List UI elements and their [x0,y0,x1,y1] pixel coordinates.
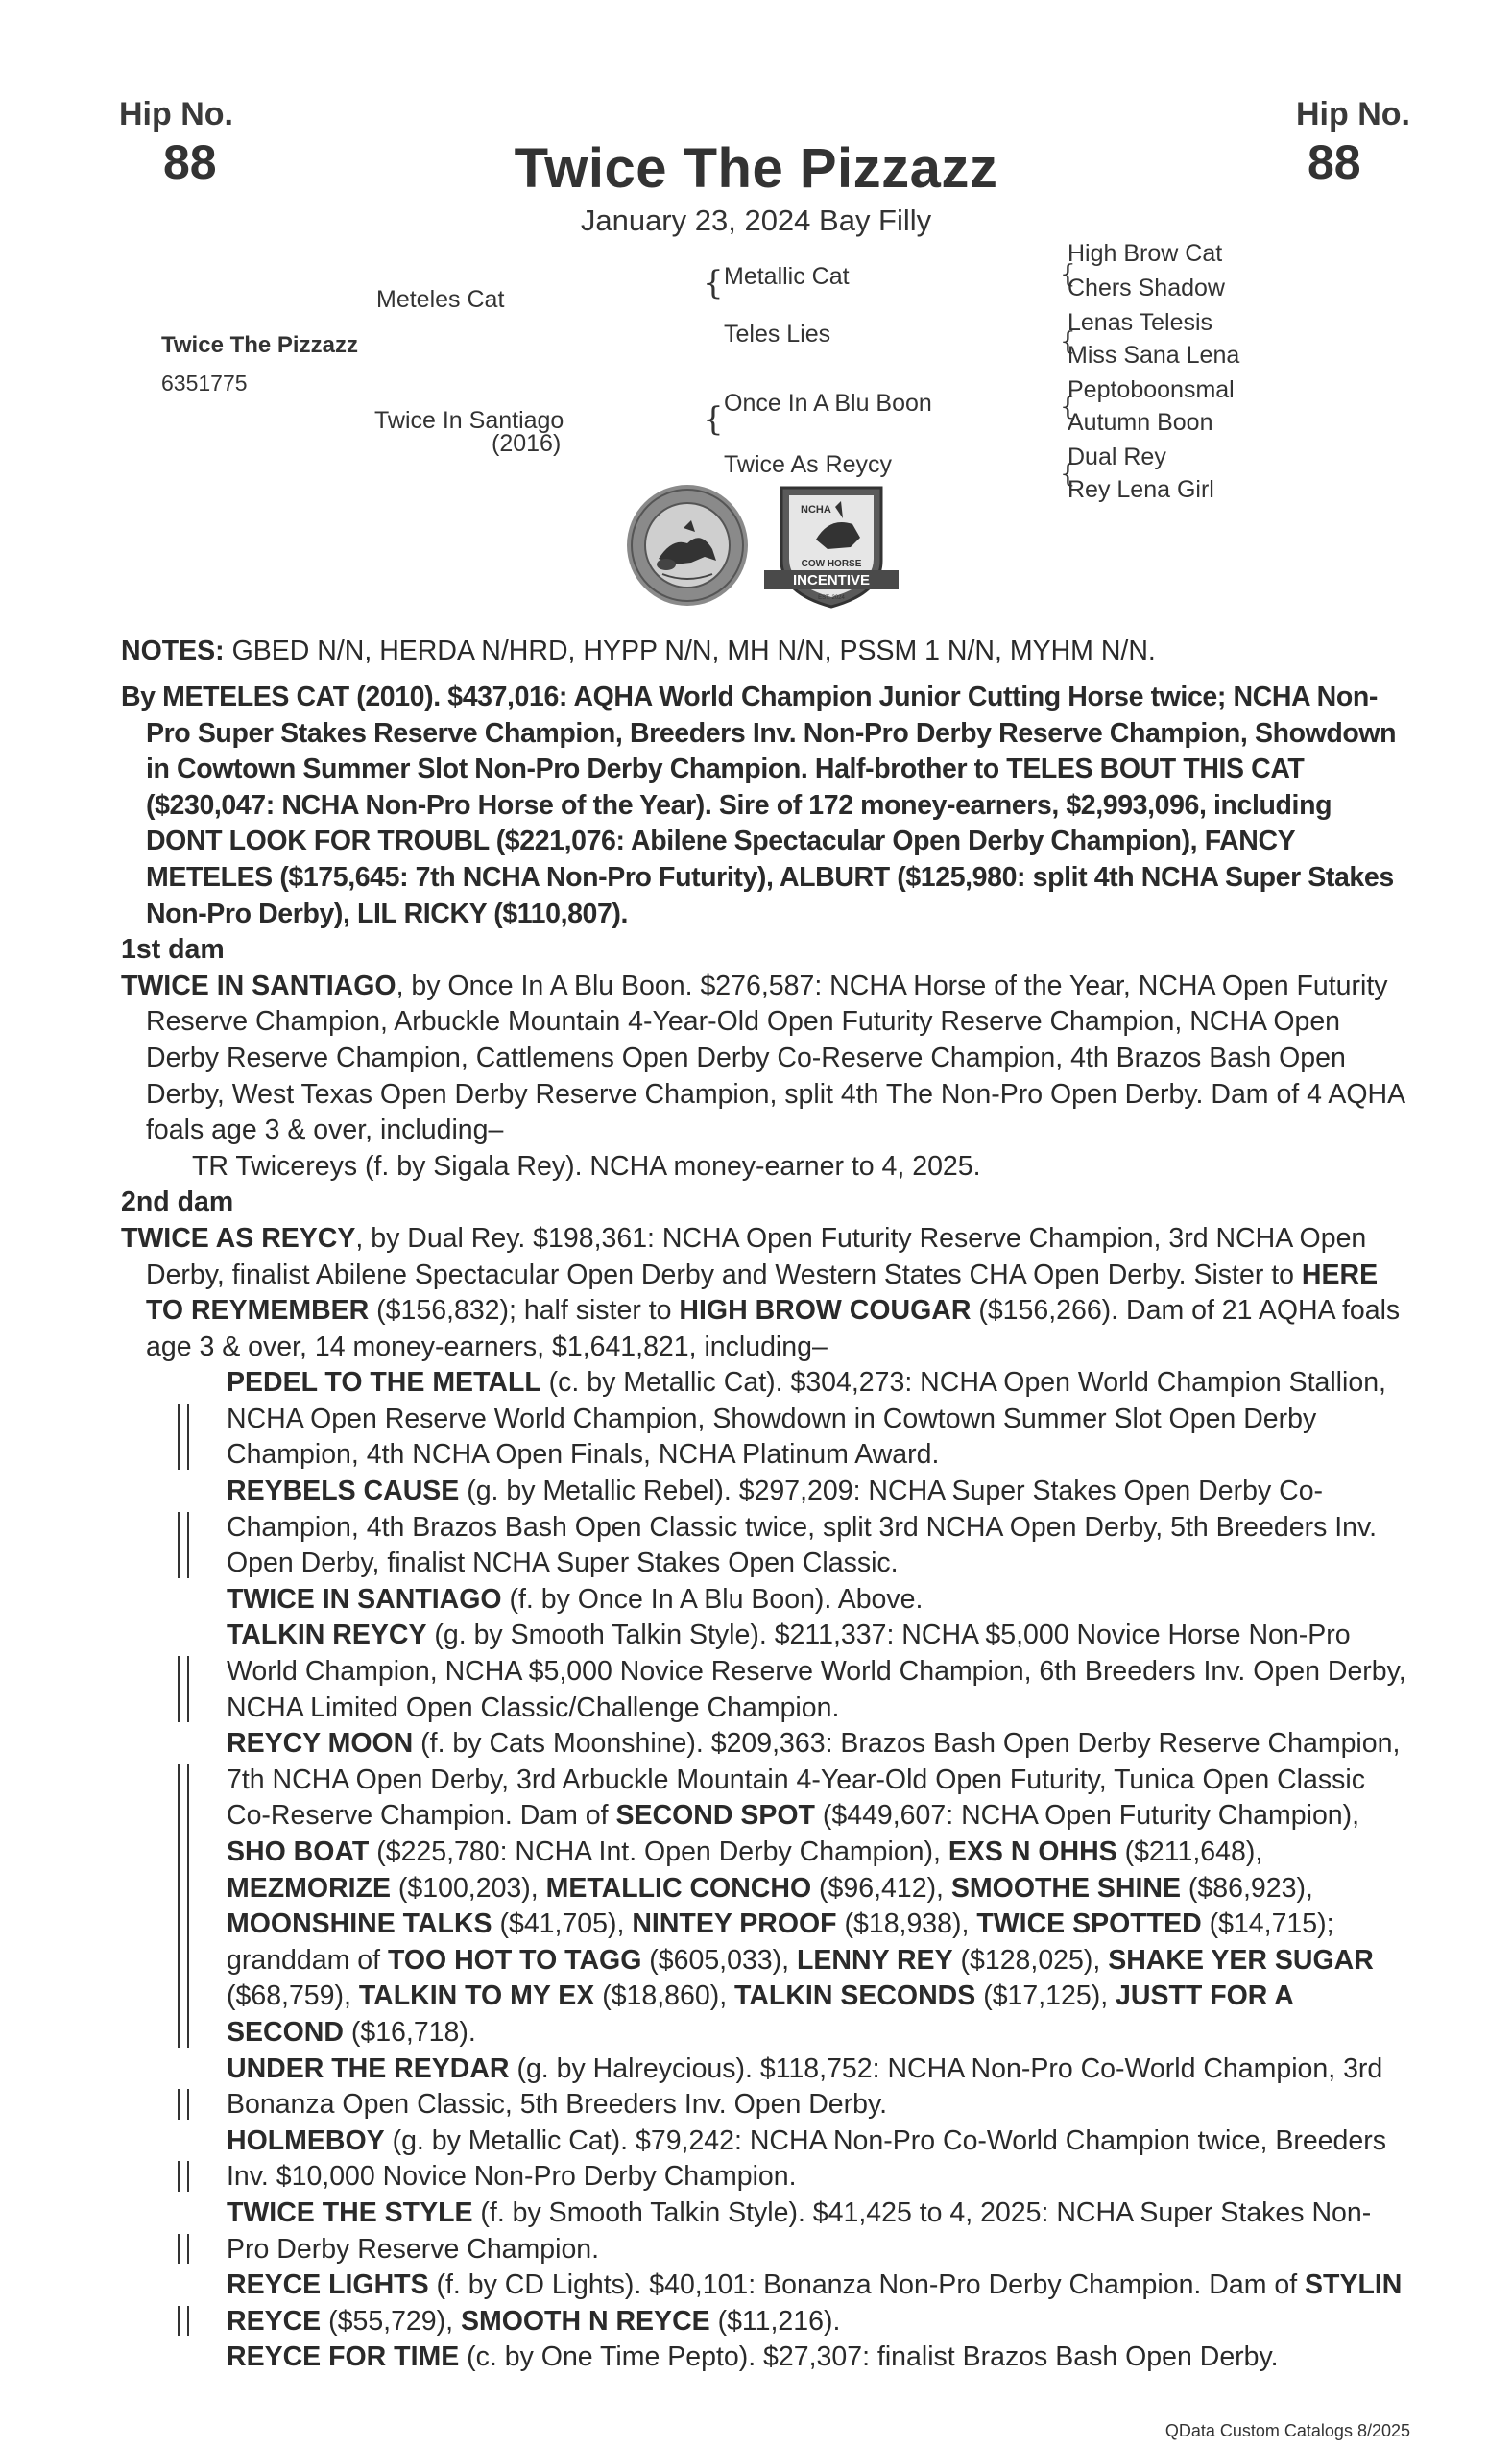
produce-entry [171,1474,1412,1582]
produce-text: (g. by Metallic Cat). $79,242: NCHA Non-Pro Co-World Champion twice, Breeders Inv. $10,000 Novice Non-Pro Derby Champion. [227,2124,1386,2193]
produce-name: REYCE FOR TIME [227,2341,460,2373]
produce-text: (f. by Cats Moonshine). $209,363: Brazos Bash Open Derby Reserve Champion, 7th NCHA Open Derby, 3rd Arbuckle Mountain 4-Year-Old Open Futurity, Tunica Open Classic Co-Reserve Champion. Dam of [227,1728,1401,1832]
ncha-seal-icon [624,482,751,609]
brace-icon: { [1060,260,1076,289]
produce-name: REYCY MOON [227,1728,414,1760]
offspring-name: JUSTT FOR A SECOND [227,1980,1293,2048]
pedigree-gen3-2: Chers Shadow [1068,275,1225,301]
produce-name: REYCE LIGHTS [227,2269,429,2301]
catalog-footer: QData Custom Catalogs 8/2025 [1164,2421,1410,2440]
offspring-name: MEZMORIZE [227,1872,391,1904]
offspring-text: ($96,412), [811,1872,951,1904]
offspring-name: MOONSHINE TALKS [227,1908,492,1940]
produce-text: (g. by Metallic Rebel). $297,209: NCHA Super Stakes Open Derby Co-Champion, 4th Brazos Bash Open Classic twice, split 3rd NCHA Open Derby, 5th Breeders Inv. Open Derby, finalist NCHA Super Stakes Open Classic. [227,1476,1378,1579]
produce-entry [171,2124,1412,2196]
pedigree-gen3-6: Autumn Boon [1068,409,1213,436]
svg-text:EST. 2024: EST. 2024 [818,595,845,601]
pedigree-gen3-5: Peptoboonsmal [1068,376,1235,403]
pedigree-subject-reg: 6351775 [161,371,248,396]
double-bar-icon [178,1404,189,1470]
second-dam-text-1: , by Dual Rey. $198,361: NCHA Open Futurity Reserve Champion, 3rd NCHA Open Derby, finalist Abilene Spectacular Open Derby and Western States CHA Open Derby. Sister to [146,1222,1367,1290]
second-dam-sibling-2: HIGH BROW COUGAR [679,1295,972,1327]
offspring-name: SHAKE YER SUGAR [1108,1944,1374,1976]
produce-entry [171,1365,1412,1474]
svg-text:NCHA: NCHA [801,504,831,516]
offspring-name: METALLIC CONCHO [545,1872,812,1904]
offspring-text: ($449,607: NCHA Open Futurity Champion), [814,1800,1360,1832]
offspring-text: ($14,715); granddam of [227,1908,1334,1976]
produce-list [121,1365,1412,2376]
notes-label: NOTES: [121,636,225,666]
first-dam-heading: 1st dam [121,934,225,966]
pedigree-sire: Meteles Cat [376,286,505,313]
produce-entry [171,2340,1412,2376]
svg-text:COW HORSE: COW HORSE [801,559,862,569]
produce-entry [171,1582,1412,1619]
offspring-name: TOO HOT TO TAGG [387,1944,642,1976]
offspring-name: TWICE SPOTTED [976,1908,1202,1940]
offspring-text: ($86,923), [1181,1872,1313,1904]
offspring-name: STYLIN REYCE [227,2269,1403,2337]
offspring-name: TALKIN SECONDS [734,1980,976,2012]
offspring-text: ($11,216). [709,2305,841,2337]
first-dam-produce: TR Twicereys (f. by Sigala Rey). NCHA money-earner to 4, 2025. [192,1150,981,1182]
pedigree-gen3-1: High Brow Cat [1068,240,1223,267]
pedigree-dam-dam: Twice As Reycy [724,451,893,478]
pedigree-subject-name: Twice The Pizzazz [161,332,358,358]
produce-entry [171,1618,1412,1726]
offspring-name: NINTEY PROOF [632,1908,837,1940]
pedigree-dam-sire: Once In A Blu Boon [724,390,932,417]
produce-entry [171,2052,1412,2124]
produce-name: TWICE IN SANTIAGO [227,1583,502,1615]
offspring-text: ($605,033), [641,1944,797,1976]
double-bar-icon [178,2089,189,2120]
hip-label-right: Hip No. [1296,96,1410,132]
produce-text: (f. by Smooth Talkin Style). $41,425 to 4, 2025: NCHA Super Stakes Non-Pro Derby Reserve Champion. [227,2196,1372,2265]
offspring-name: SMOOTH N REYCE [460,2305,710,2337]
produce-text: (c. by Metallic Cat). $304,273: NCHA Open World Champion Stallion, NCHA Open Reserve World Champion, Showdown in Cowtown Summer Slot Open Derby Champion, 4th NCHA Open Finals, NCHA Platinum Award. [227,1367,1386,1471]
offspring-text: ($18,860), [594,1980,735,2012]
offspring-text: ($225,780: NCHA Int. Open Derby Champion), [369,1836,948,1867]
horse-title: Twice The Pizzazz [514,137,998,200]
produce-name: UNDER THE REYDAR [227,2052,510,2084]
notes-line [121,634,1412,670]
pedigree-sire-sire: Metallic Cat [724,263,850,290]
produce-name: HOLMEBOY [227,2124,385,2156]
first-dam-paragraph [121,969,1412,1149]
produce-text: (g. by Smooth Talkin Style). $211,337: NCHA $5,000 Novice Horse Non-Pro World Champion, NCHA $5,000 Novice Reserve World Champion, 6th Breeders Inv. Open Derby, NCHA Limited Open Classic/Challenge Champion. [227,1620,1406,1723]
pedigree-sire-dam: Teles Lies [724,321,831,348]
second-dam-sibling-1: HERE TO REYMEMBER [146,1259,1379,1327]
first-dam-text: , by Once In A Blu Boon. $276,587: NCHA Horse of the Year, NCHA Open Futurity Reserve Champion, Arbuckle Mountain 4-Year-Old Open Futurity Reserve Champion, NCHA Open Derby Reserve Champion, Cattlemens Open Derby Co-Reserve Champion, 4th Brazos Bash Open Derby, West Texas Open Derby Reserve Champion, split 4th The Non-Pro Open Derby. Dam of 4 AQHA foals age 3 & over, including– [146,970,1404,1146]
produce-name: TALKIN REYCY [227,1620,427,1651]
brace-icon: { [1060,393,1076,421]
offspring-name: TALKIN TO MY EX [358,1980,595,2012]
double-bar-icon [178,2306,189,2337]
double-bar-icon [178,2234,189,2265]
second-dam-heading: 2nd dam [121,1187,234,1218]
pedigree-gen3-7: Dual Rey [1068,444,1166,470]
pedigree-dam-year: (2016) [492,430,562,457]
sire-paragraph [121,680,1412,2376]
offspring-text: ($211,648), [1116,1836,1263,1867]
hip-number-left: 88 [163,135,217,189]
produce-text: (g. by Halreycious). $118,752: NCHA Non-Pro Co-World Champion, 3rd Bonanza Open Classic, 5th Breeders Inv. Open Derby. [227,2052,1383,2121]
offspring-name: SMOOTHE SHINE [950,1872,1182,1904]
brace-icon: { [1060,327,1076,356]
double-bar-icon [178,1764,189,2048]
second-dam-name: TWICE AS REYCY [121,1222,356,1254]
produce-name: REYBELS CAUSE [227,1476,460,1507]
offspring-text: ($18,938), [836,1908,977,1940]
brace-icon: { [1060,460,1076,489]
cow-horse-incentive-badge-icon [760,480,902,611]
produce-name: TWICE THE STYLE [227,2196,473,2228]
produce-text: (f. by Once In A Blu Boon). Above. [501,1583,924,1615]
offspring-text: ($41,705), [492,1908,633,1940]
double-bar-icon [178,1656,189,1722]
offspring-name: SECOND SPOT [615,1800,815,1832]
pedigree-gen3-3: Lenas Telesis [1068,309,1213,336]
double-bar-icon [178,1512,189,1578]
second-dam-text-3: ($156,266). Dam of 21 AQHA foals age 3 & over, 14 money-earners, $1,641,821, including– [146,1295,1401,1362]
brace-icon: { [703,264,724,302]
sire-description: By METELES CAT (2010). $437,016: AQHA World Champion Junior Cutting Horse twice; NCHA Non-Pro Super Stakes Reserve Champion, Breeders Inv. Non-Pro Derby Reserve Champion, Showdown in Cowtown Summer Slot Non-Pro Derby Champion. Half-brother to TELES BOUT THIS CAT ($230,047: NCHA Non-Pro Horse of the Year). Sire of 172 money-earners, $2,993,096, including DONT LOOK FOR TROUBL ($221,076: Abilene Spectacular Open Derby Champion), FANCY METELES ($175,645: 7th NCHA Non-Pro Futurity), ALBURT ($125,980: split 4th NCHA Super Stakes Non-Pro Derby), LIL RICKY ($110,807). [121,682,1397,929]
second-dam-text-2: ($156,832); half sister to [369,1295,680,1327]
hip-label-left: Hip No. [119,96,233,132]
offspring-text: ($68,759), [227,1980,359,2012]
produce-text: (c. by One Time Pepto). $27,307: finalist Brazos Bash Open Derby. [459,2341,1279,2373]
offspring-name: SHO BOAT [227,1836,370,1867]
pedigree-gen3-8: Rey Lena Girl [1068,476,1214,503]
offspring-name: EXS N OHHS [948,1836,1117,1867]
brace-icon: { [703,400,724,439]
foaling-date-subtitle: January 23, 2024 Bay Filly [580,204,932,237]
produce-name: PEDEL TO THE METALL [227,1367,541,1399]
offspring-text: ($16,718). [343,2016,476,2048]
produce-entry [171,1726,1412,2051]
second-dam-paragraph [121,1221,1412,1365]
first-dam-name: TWICE IN SANTIAGO [121,970,396,1001]
produce-entry [171,2268,1412,2340]
svg-text:INCENTIVE: INCENTIVE [792,572,871,588]
notes-text: GBED N/N, HERDA N/HRD, HYPP N/N, MH N/N, PSSM 1 N/N, MYHM N/N. [224,636,1156,666]
offspring-text: ($100,203), [391,1872,546,1904]
pedigree-dam: Twice In Santiago [374,407,564,434]
offspring-text: ($17,125), [975,1980,1116,2012]
offspring-name: LENNY REY [796,1944,953,1976]
pedigree-gen3-4: Miss Sana Lena [1068,342,1240,369]
produce-entry [171,2196,1412,2268]
offspring-text: ($128,025), [952,1944,1109,1976]
produce-text: (f. by CD Lights). $40,101: Bonanza Non-Pro Derby Champion. Dam of [428,2269,1306,2301]
double-bar-icon [178,2161,189,2192]
hip-number-right: 88 [1308,135,1361,189]
offspring-text: ($55,729), [321,2305,461,2337]
